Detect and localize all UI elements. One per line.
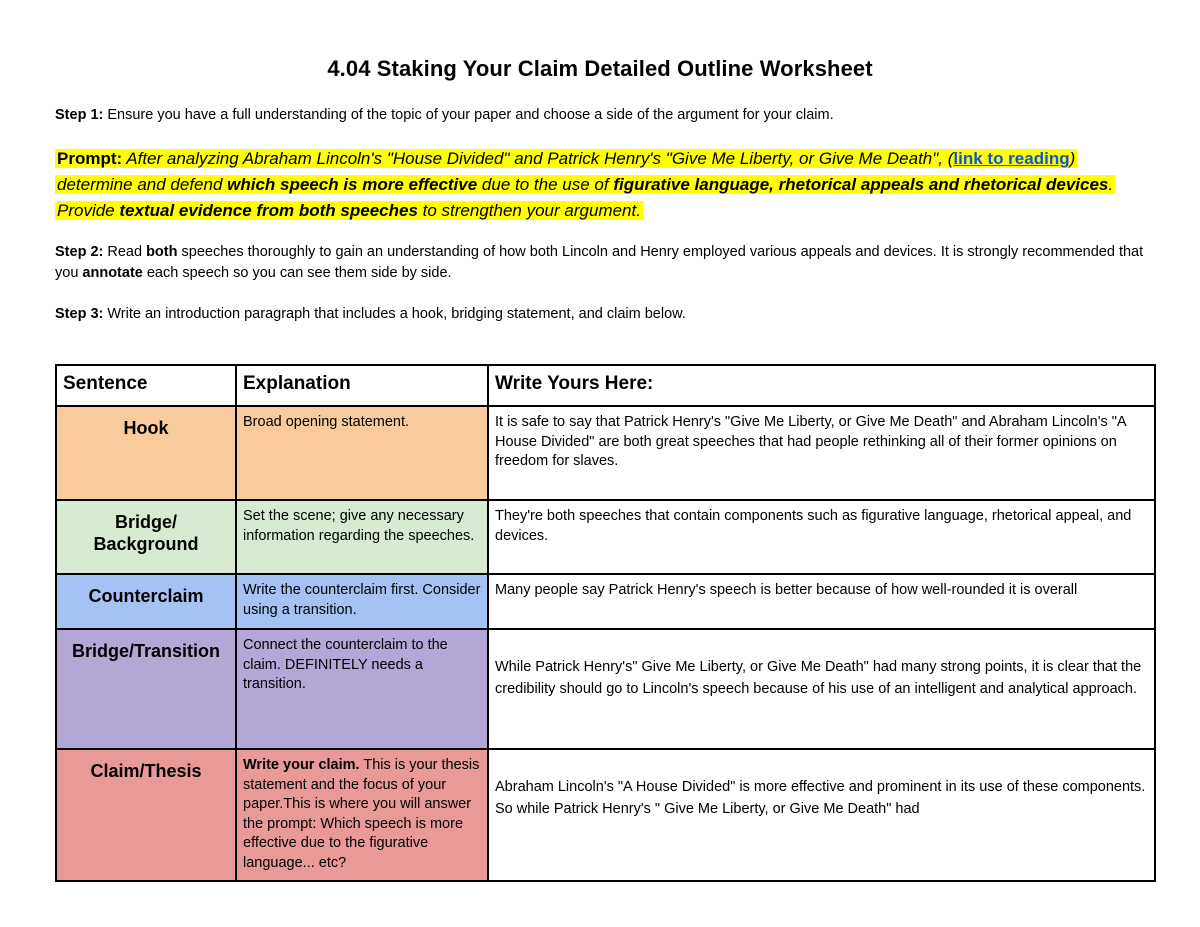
prompt-text-1: After analyzing Abraham Lincoln's "House Divided" and Patrick Henry's "Give Me Liberty, or Give Me Death", ( bbox=[122, 149, 954, 168]
step-2-label: Step 2: bbox=[55, 244, 104, 260]
step-2 bbox=[55, 242, 1145, 284]
header-write-yours: Write Yours Here: bbox=[488, 365, 1155, 406]
table-row-transition bbox=[56, 629, 1155, 749]
table-row-counterclaim bbox=[56, 574, 1155, 629]
prompt-text-4: . Provide bbox=[57, 175, 1114, 220]
prompt-paragraph bbox=[55, 146, 1145, 224]
answer-transition[interactable]: While Patrick Henry's" Give Me Liberty, or Give Me Death" had many strong points, it is clear that the credibility should go to Lincoln's speech because of his use of an intelligent and analytical approach. bbox=[488, 629, 1155, 749]
step-1-text: Ensure you have a full understanding of the topic of your paper and choose a side of the argument for your claim. bbox=[103, 107, 834, 123]
header-sentence: Sentence bbox=[56, 365, 236, 406]
prompt-label: Prompt: bbox=[57, 149, 123, 168]
step-2-text-2: speeches thoroughly to gain an understanding of how both Lincoln and Henry employed various appeals and devices. It is strongly recommended that you bbox=[55, 244, 1144, 281]
step-2-text-1: Read bbox=[103, 244, 147, 260]
step-1 bbox=[55, 105, 1145, 126]
prompt-text-3: due to the use of bbox=[477, 175, 614, 194]
explanation-hook: Broad opening statement. bbox=[236, 406, 488, 500]
step-3-text: Write an introduction paragraph that includes a hook, bridging statement, and claim below. bbox=[103, 306, 686, 322]
prompt-text-5: to strengthen your argument. bbox=[417, 201, 641, 220]
outline-table bbox=[55, 364, 1156, 882]
page-title: 4.04 Staking Your Claim Detailed Outline Worksheet bbox=[327, 56, 873, 81]
step-1-label: Step 1: bbox=[55, 107, 104, 123]
table-header-row bbox=[56, 365, 1155, 406]
answer-hook[interactable]: It is safe to say that Patrick Henry's "Give Me Liberty, or Give Me Death" and Abraham Lincoln's "A House Divided" are both great speeches that had people rethinking all of their former opinions on freedom for slaves. bbox=[488, 406, 1155, 500]
prompt-bold-3: textual evidence from both speeches bbox=[119, 201, 418, 220]
table-row-hook bbox=[56, 406, 1155, 500]
step-3 bbox=[55, 304, 1145, 325]
explanation-counterclaim: Write the counterclaim first. Consider using a transition. bbox=[236, 574, 488, 629]
explanation-claim bbox=[236, 749, 488, 881]
header-explanation: Explanation bbox=[236, 365, 488, 406]
sentence-transition: Bridge/Transition bbox=[56, 629, 236, 749]
explanation-transition: Connect the counterclaim to the claim. DEFINITELY needs a transition. bbox=[236, 629, 488, 749]
explanation-claim-bold: Write your claim. bbox=[243, 757, 360, 773]
step-2-bold-2: annotate bbox=[82, 265, 143, 281]
table-row-claim bbox=[56, 749, 1155, 881]
step-3-label: Step 3: bbox=[55, 306, 104, 322]
sentence-counterclaim: Counterclaim bbox=[56, 574, 236, 629]
sentence-claim: Claim/Thesis bbox=[56, 749, 236, 881]
explanation-bridge: Set the scene; give any necessary information regarding the speeches. bbox=[236, 500, 488, 574]
step-2-bold-1: both bbox=[146, 244, 178, 260]
sentence-bridge: Bridge/ Background bbox=[56, 500, 236, 574]
prompt-highlight bbox=[55, 149, 1115, 220]
table-row-bridge bbox=[56, 500, 1155, 574]
prompt-bold-1: which speech is more effective bbox=[227, 175, 478, 194]
answer-claim[interactable]: Abraham Lincoln's "A House Divided" is more effective and prominent in its use of these components. So while Patrick Henry's " Give Me Liberty, or Give Me Death" had bbox=[488, 749, 1155, 881]
prompt-text-2: ) determine and defend bbox=[57, 149, 1076, 194]
step-2-text-3: each speech so you can see them side by side. bbox=[142, 265, 452, 281]
link-to-reading[interactable]: link to reading bbox=[953, 149, 1070, 168]
explanation-claim-text: This is your thesis statement and the focus of your paper.This is where you will answer the prompt: Which speech is more effective due to the figurative language... etc? bbox=[243, 757, 480, 871]
prompt-bold-2: figurative language, rhetorical appeals and rhetorical devices bbox=[613, 175, 1109, 194]
answer-counterclaim[interactable]: Many people say Patrick Henry's speech is better because of how well-rounded it is overall bbox=[488, 574, 1155, 629]
sentence-hook: Hook bbox=[56, 406, 236, 500]
answer-bridge[interactable]: They're both speeches that contain components such as figurative language, rhetorical appeal, and devices. bbox=[488, 500, 1155, 574]
